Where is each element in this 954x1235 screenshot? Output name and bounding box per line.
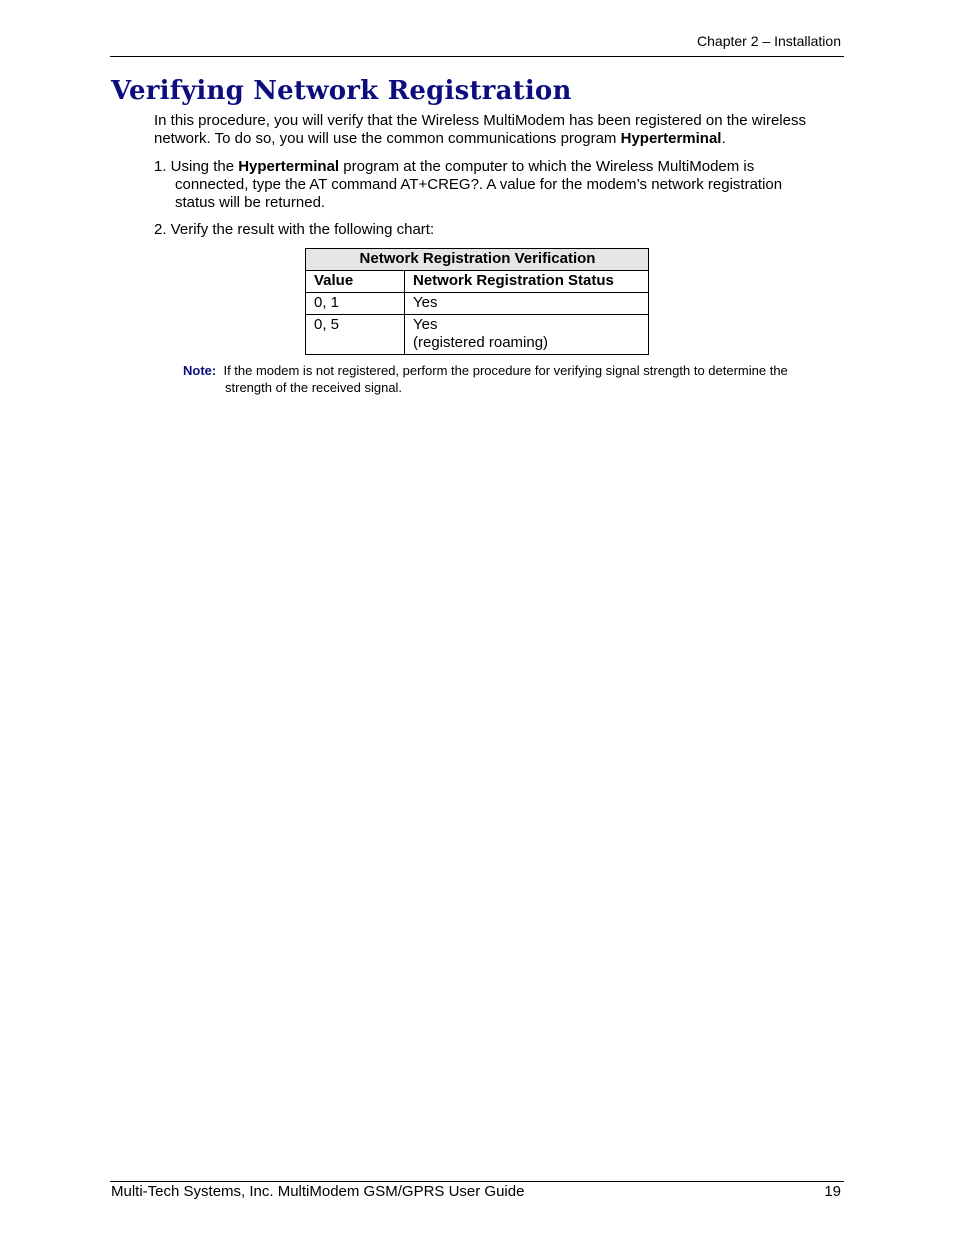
cell-status-line-1: Yes — [413, 294, 438, 311]
step-1-program-name: Hyperterminal — [238, 158, 340, 175]
step-1 — [154, 158, 844, 212]
table-caption-row — [306, 249, 649, 271]
step-1-text-end: program at the computer to which the Wireless MultiModem is — [339, 158, 755, 175]
cell-status — [405, 315, 649, 355]
step-1-text: 1. Using the — [154, 158, 239, 175]
page-number: 19 — [824, 1183, 841, 1200]
running-header: Chapter 2 – Installation — [697, 33, 841, 49]
cell-status-line-1: Yes — [413, 316, 438, 333]
column-header-value: Value — [306, 271, 405, 293]
table-row — [306, 315, 649, 355]
cell-status-line-2: (registered roaming) — [413, 334, 549, 351]
note-line-1: If the modem is not registered, perform the procedure for verifying signal strength to determine the — [223, 363, 788, 378]
footer-rule — [110, 1181, 844, 1182]
cell-status — [405, 293, 649, 315]
step-2: 2. Verify the result with the following chart: — [154, 221, 435, 238]
footer-title: Multi-Tech Systems, Inc. MultiModem GSM/GPRS User Guide — [111, 1183, 525, 1200]
note — [183, 362, 843, 396]
intro-paragraph — [154, 112, 844, 148]
column-header-status: Network Registration Status — [405, 271, 649, 293]
page-title: Verifying Network Registration — [111, 76, 572, 106]
cell-value: 0, 5 — [306, 315, 405, 355]
registration-table — [305, 248, 649, 355]
intro-program-name: Hyperterminal — [620, 130, 722, 147]
note-label: Note: — [183, 363, 217, 378]
step-1-line-2: connected, type the AT command AT+CREG?. A value for the modem’s network registration — [175, 176, 783, 193]
step-1-line-3: status will be returned. — [175, 194, 326, 211]
intro-line-2-end: . — [721, 130, 726, 147]
note-line-2: strength of the received signal. — [225, 380, 403, 395]
header-rule — [110, 56, 844, 57]
table-row — [306, 293, 649, 315]
table-caption: Network Registration Verification — [306, 249, 649, 271]
table-header-row — [306, 271, 649, 293]
intro-line-1: In this procedure, you will verify that the Wireless MultiModem has been registered on the wireless — [154, 112, 806, 129]
cell-value: 0, 1 — [306, 293, 405, 315]
intro-line-2: network. To do so, you will use the common communications program — [154, 130, 621, 147]
